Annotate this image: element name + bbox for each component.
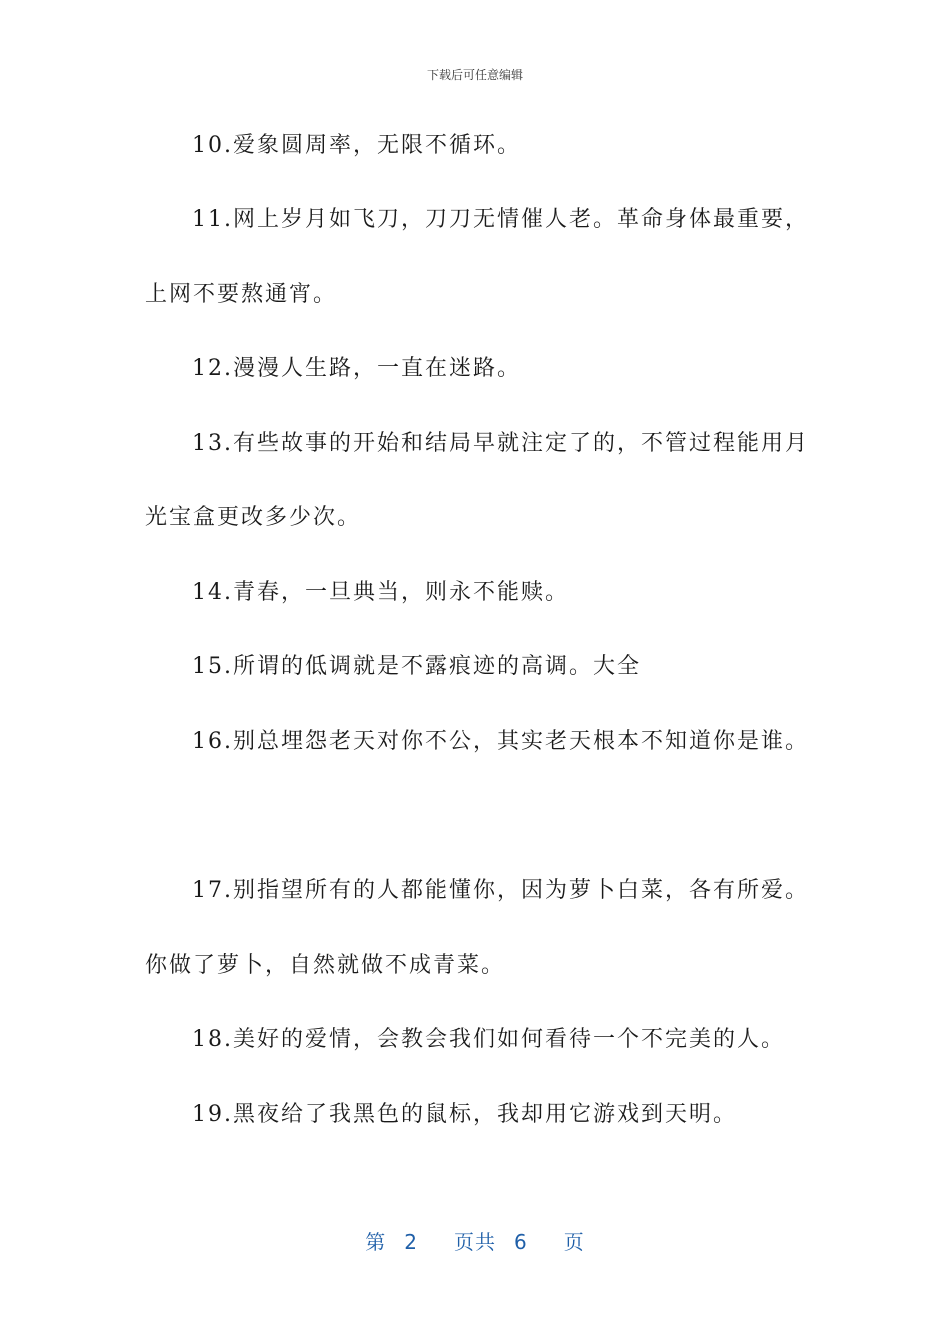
paragraph-line-13-cont: 光宝盒更改多少次。: [145, 505, 362, 530]
footer-page-number: 2: [404, 1230, 418, 1254]
paragraph-line-19: 19.黑夜给了我黑色的鼠标，我却用它游戏到天明。: [192, 1102, 737, 1127]
paragraph-line-17-cont: 你做了萝卜，自然就做不成青菜。: [145, 953, 506, 978]
footer-middle: 页共: [454, 1230, 496, 1254]
paragraph-line-14: 14.青春，一旦典当，则永不能赎。: [192, 580, 569, 605]
paragraph-line-15: 15.所谓的低调就是不露痕迹的高调。大全: [192, 654, 641, 679]
paragraph-line-18: 18.美好的爱情，会教会我们如何看待一个不完美的人。: [192, 1027, 785, 1052]
paragraph-line-12: 12.漫漫人生路，一直在迷路。: [192, 356, 521, 381]
paragraph-line-11: 11.网上岁月如飞刀，刀刀无情催人老。革命身体最重要，: [192, 207, 809, 232]
footer-prefix: 第: [365, 1230, 387, 1254]
page-footer: [0, 1226, 950, 1255]
paragraph-line-16: 16.别总埋怨老天对你不公，其实老天根本不知道你是谁。: [192, 729, 809, 754]
paragraph-line-11-cont: 上网不要熬通宵。: [145, 282, 338, 307]
paragraph-line-17: 17.别指望所有的人都能懂你，因为萝卜白菜，各有所爱。: [192, 878, 809, 903]
footer-suffix: 页: [563, 1230, 585, 1254]
header-note: 下载后可任意编辑: [426, 68, 523, 82]
footer-total-pages: 6: [514, 1230, 528, 1254]
paragraph-line-13: 13.有些故事的开始和结局早就注定了的，不管过程能用月: [192, 431, 809, 456]
paragraph-line-10: 10.爱象圆周率，无限不循环。: [192, 133, 521, 158]
